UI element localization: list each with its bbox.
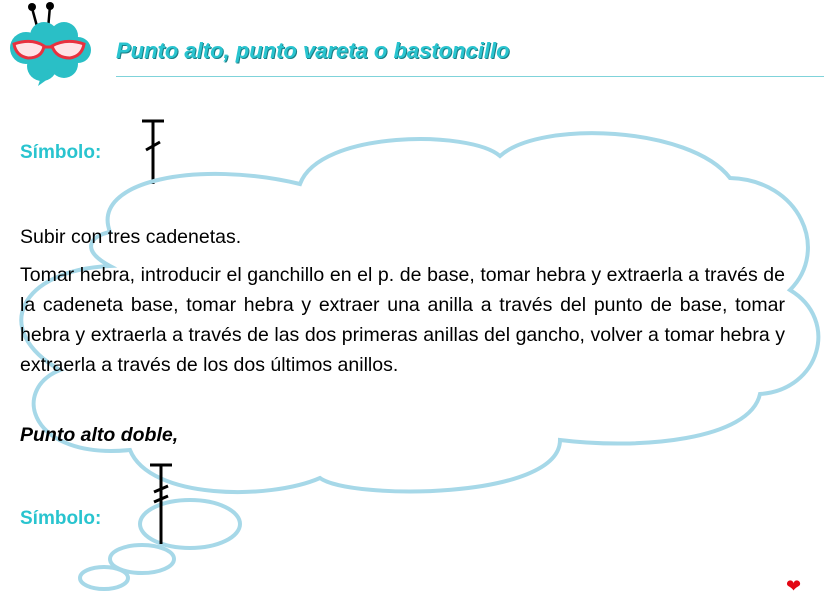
logo-cloud-glasses-icon bbox=[4, 0, 96, 90]
double-crochet-symbol-icon bbox=[138, 118, 172, 186]
symbol-label: Símbolo: bbox=[20, 142, 102, 163]
symbol-label: Símbolo: bbox=[20, 508, 102, 529]
heart-icon: ❤ bbox=[786, 576, 802, 596]
subheading-punto-alto-doble: Punto alto doble, bbox=[20, 424, 179, 446]
treble-crochet-symbol-icon bbox=[146, 462, 180, 546]
page-title: Punto alto, punto vareta o bastoncillo bbox=[116, 38, 510, 63]
instruction-step-2: Tomar hebra, introducir el ganchillo en el p. de base, tomar hebra y extraerla a través de la cadeneta base, tomar hebra y extraer una anilla a través del punto de base, tomar hebra y extraerla a través de las dos primeras anillas del gancho, volver a tomar hebra y extraerla a través de los dos últimos anillos. bbox=[20, 264, 785, 376]
title-divider bbox=[116, 76, 824, 77]
instruction-step-1: Subir con tres cadenetas. bbox=[20, 226, 242, 248]
